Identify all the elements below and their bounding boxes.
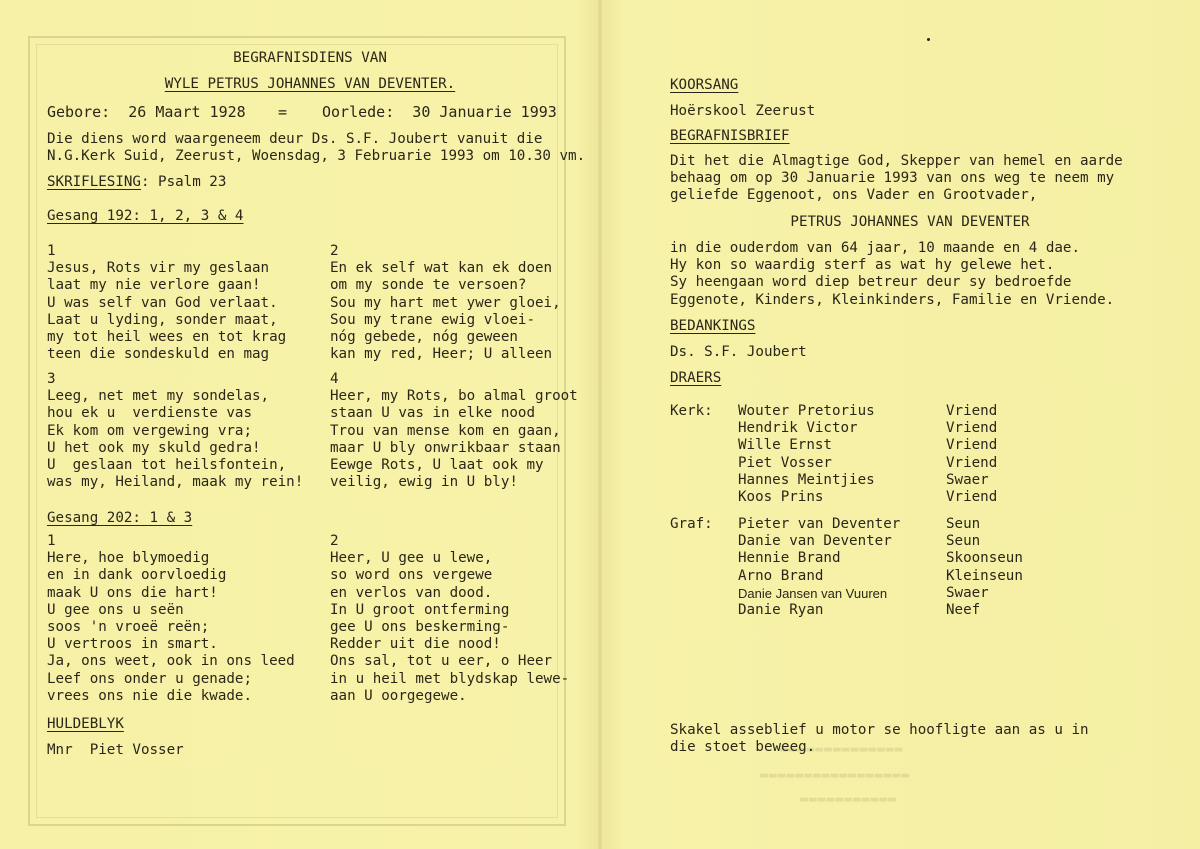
page-fold <box>598 0 602 849</box>
verse-line: Trou van mense kom en gaan, <box>330 422 561 439</box>
bearer-relation: Swaer <box>946 471 989 488</box>
grave-bearer-relations <box>946 516 1023 619</box>
verse-line: Redder uit die nood! <box>330 636 501 653</box>
letter-paragraph <box>670 240 1114 309</box>
closing-line: die stoet beweeg. <box>670 739 816 756</box>
service-info-line: Die diens word waargeneem deur Ds. S.F. Joubert vanuit die <box>47 131 543 147</box>
bearer-name: Danie van Deventer <box>738 533 892 550</box>
bearer-name: Hendrik Victor <box>738 420 858 437</box>
hymn-verse <box>330 243 561 363</box>
verse-line: en verlos van dood. <box>330 584 493 601</box>
verse-line: Leeg, net met my sondelas, <box>47 388 270 405</box>
church-bearer-names <box>738 403 875 506</box>
verse-line: so word ons vergewe <box>330 567 493 584</box>
hymn-verse <box>47 371 303 491</box>
bearer-name: Arno Brand <box>738 567 824 584</box>
verse-line: Jesus, Rots vir my geslaan <box>47 260 270 277</box>
verse-line: veilig, ewig in U bly! <box>330 474 518 491</box>
bearer-relation: Skoonseun <box>946 550 1023 567</box>
verse-line: U gee ons u seën <box>47 601 184 618</box>
verse-line: Heer, my Rots, bo almal groot <box>330 388 578 405</box>
bearer-relation: Neef <box>946 602 981 619</box>
letter-deceased-name: PETRUS JOHANNES VAN DEVENTER <box>790 214 1030 230</box>
bleed-through-mark: ▬▬▬▬▬▬▬▬▬▬▬▬▬▬ <box>780 742 904 757</box>
verse-line: U vertroos in smart. <box>47 636 218 653</box>
letter-line: Sy heengaan word diep betreur deur sy bedroefde <box>670 274 1072 291</box>
bearer-name: Hannes Meintjies <box>738 471 875 488</box>
verse-line: U was self van God verlaat. <box>47 294 278 311</box>
choir-name: Hoërskool Zeerust <box>670 103 816 119</box>
thanks-heading: BEDANKINGS <box>670 318 756 334</box>
bearer-relation: Vriend <box>946 420 998 437</box>
bearer-name: Koos Prins <box>738 489 824 506</box>
bearer-name: Hennie Brand <box>738 550 841 567</box>
verse-line: om my sonde te versoen? <box>330 277 527 294</box>
verse-number: 1 <box>47 533 56 549</box>
birth-date: Gebore: 26 Maart 1928 <box>47 103 246 121</box>
thanks-name: Ds. S.F. Joubert <box>670 344 807 360</box>
deceased-name: WYLE PETRUS JOHANNES VAN DEVENTER. <box>164 76 456 92</box>
bearer-name: Pieter van Deventer <box>738 516 901 532</box>
verse-line: en in dank oorvloedig <box>47 567 227 584</box>
ink-speck <box>927 38 930 41</box>
bearer-relation: Seun <box>946 516 981 532</box>
verse-line: teen die sondeskuld en mag <box>47 346 270 363</box>
scripture-reading <box>47 174 226 191</box>
letter-line: Eggenote, Kinders, Kleinkinders, Familie en Vriende. <box>670 291 1115 308</box>
verse-line: maar U bly onwrikbaar staan <box>330 439 561 456</box>
verse-line: Ons sal, tot u eer, o Heer <box>330 653 553 670</box>
verse-line: nóg gebede, nóg geween <box>330 329 518 346</box>
verse-number: 3 <box>47 371 56 387</box>
bearer-relation: Vriend <box>946 403 998 419</box>
letter-line: Hy kon so waardig sterf as wat hy gelewe het. <box>670 257 1055 274</box>
bearer-name: Wille Ernst <box>738 437 832 454</box>
church-label: Kerk: <box>670 403 713 419</box>
letter-line: in die ouderdom van 64 jaar, 10 maande en 4 dae. <box>670 240 1080 256</box>
bleed-through-mark: ▬▬▬▬▬▬▬▬▬▬▬▬▬▬▬▬▬ <box>760 768 911 783</box>
hymn-verse <box>330 371 578 491</box>
hymn-heading: Gesang 202: 1 & 3 <box>47 510 193 526</box>
bearer-name: Wouter Pretorius <box>738 403 875 419</box>
church-bearer-relations <box>946 403 997 506</box>
verse-line: Sou my trane ewig vloei- <box>330 311 535 328</box>
verse-number: 2 <box>330 533 339 549</box>
hymn-verse <box>330 533 569 705</box>
verse-number: 1 <box>47 243 56 259</box>
verse-line: gee U ons beskerming- <box>330 619 510 636</box>
service-title: BEGRAFNISDIENS VAN <box>233 50 387 66</box>
verse-line: Ek kom om vergewing vra; <box>47 422 252 439</box>
bearer-relation: Vriend <box>946 489 998 506</box>
verse-line: kan my red, Heer; U alleen <box>330 346 553 363</box>
verse-line: U het ook my skuld gedra! <box>47 439 261 456</box>
verse-line: Eewge Rots, U laat ook my <box>330 457 544 474</box>
bearer-relation: Seun <box>946 533 981 550</box>
verse-line: my tot heil wees en tot krag <box>47 329 287 346</box>
verse-number: 2 <box>330 243 339 259</box>
verse-line: aan U oorgegewe. <box>330 687 467 704</box>
verse-line: staan U vas in elke nood <box>330 405 535 422</box>
bearer-relation: Vriend <box>946 437 998 454</box>
verse-line: in u heil met blydskap lewe- <box>330 670 570 687</box>
date-separator: = <box>278 103 288 121</box>
verse-line: laat my nie verlore gaan! <box>47 277 261 294</box>
letter-line: behaag om op 30 Januarie 1993 van ons weg te neem my <box>670 170 1115 187</box>
bearer-relation: Kleinseun <box>946 567 1023 584</box>
verse-line: Laat u lyding, sonder maat, <box>47 311 278 328</box>
hymn-heading: Gesang 192: 1, 2, 3 & 4 <box>47 208 244 224</box>
verse-line: soos 'n vroeë reën; <box>47 619 210 636</box>
bearer-relation: Vriend <box>946 454 998 471</box>
verse-line: Ja, ons weet, ook in ons leed <box>47 653 295 670</box>
scripture-label: SKRIFLESING <box>47 174 141 190</box>
verse-number: 4 <box>330 371 339 387</box>
tribute-name: Mnr Piet Vosser <box>47 742 184 758</box>
tribute-heading: HULDEBLYK <box>47 716 124 732</box>
verse-line: was my, Heiland, maak my rein! <box>47 474 304 491</box>
letter-line: geliefde Eggenoot, ons Vader en Grootvader, <box>670 187 1038 204</box>
bearer-relation: Swaer <box>946 584 989 601</box>
hymn-verse <box>47 243 286 363</box>
verse-line: vrees ons nie die kwade. <box>47 687 252 704</box>
bleed-through-mark: ▬▬▬▬▬▬▬▬▬▬▬ <box>800 792 898 807</box>
verse-line: Sou my hart met ywer gloei, <box>330 294 561 311</box>
verse-line: Here, hoe blymoedig <box>47 550 210 567</box>
bearer-name: Piet Vosser <box>738 454 832 471</box>
death-date: Oorlede: 30 Januarie 1993 <box>322 103 557 121</box>
hymn-verse <box>47 533 295 705</box>
verse-line: hou ek u verdienste vas <box>47 405 252 422</box>
letter-line: Dit het die Almagtige God, Skepper van hemel en aarde <box>670 153 1123 169</box>
closing-note <box>670 722 1089 756</box>
verse-line: In U groot ontferming <box>330 601 510 618</box>
letter-heading: BEGRAFNISBRIEF <box>670 128 790 144</box>
closing-line: Skakel asseblief u motor se hoofligte aan as u in <box>670 722 1089 738</box>
grave-bearer-names <box>738 516 900 619</box>
verse-line: U geslaan tot heilsfontein, <box>47 457 287 474</box>
verse-line: En ek self wat kan ek doen <box>330 260 553 277</box>
bearer-name: Danie Jansen van Vuuren <box>738 585 888 601</box>
letter-paragraph <box>670 153 1123 205</box>
service-info-line: N.G.Kerk Suid, Zeerust, Woensdag, 3 Februarie 1993 om 10.30 vm. <box>47 148 586 164</box>
choir-heading: KOORSANG <box>670 77 739 93</box>
bearers-heading: DRAERS <box>670 370 722 386</box>
scripture-value: : Psalm 23 <box>140 174 227 190</box>
verse-line: Heer, U gee u lewe, <box>330 550 493 567</box>
bearer-name: Danie Ryan <box>738 602 824 619</box>
grave-label: Graf: <box>670 516 713 532</box>
verse-line: Leef ons onder u genade; <box>47 670 252 687</box>
verse-line: maak U ons die hart! <box>47 584 218 601</box>
